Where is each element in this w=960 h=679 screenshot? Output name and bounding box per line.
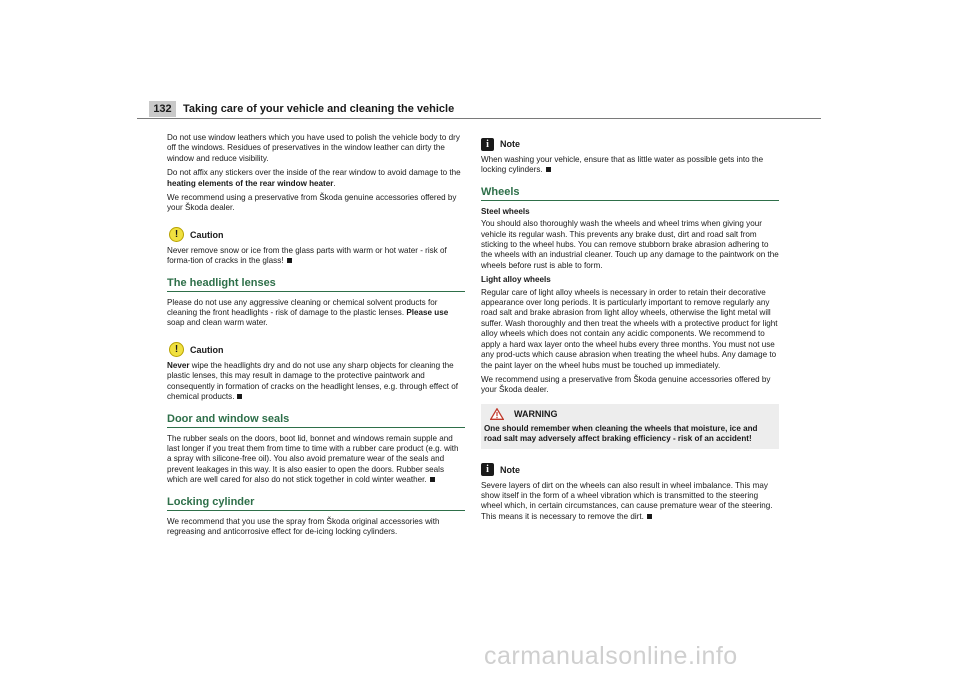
end-marker-icon <box>546 167 551 172</box>
heading-wheels: Wheels <box>481 186 779 201</box>
caution-heading-2 <box>167 343 465 357</box>
lock-paragraph: We recommend that you use the spray from Škoda original accessories with regreasing and anticorrosive effect for de-icing locking cylinders. <box>167 516 440 536</box>
note-label: Note <box>500 464 520 475</box>
caution-text-2: Never wipe the headlights dry and do not use any sharp objects for cleaning the plastic lenses, this may result in damage to the protective paintwork and consequently in formation of cracks on the headlight lenses, e.g. through effect of chemical products. <box>167 360 458 402</box>
note-heading-2 <box>481 463 779 477</box>
caution-text-1: Never remove snow or ice from the glass parts with warm or hot water - risk of forma-tion of cracks in the glass! <box>167 245 447 266</box>
header-rule <box>137 118 821 119</box>
seals-paragraph: The rubber seals on the doors, boot lid, bonnet and windows remain supple and last longer if you treat them from time to time with a rubber care product (e.g. with a spray with silicone-free oil). You also avoid premature wear of the seals and prevent leakages in this way. It is also easier to open the doors. Rubber seals which are well cared for also do not stick together in cold winter weather. <box>167 433 459 485</box>
note-text-1: When washing your vehicle, ensure that as little water as possible gets into the locking cylinders. <box>481 155 764 175</box>
warning-label: WARNING <box>514 408 558 419</box>
page-header <box>137 101 821 119</box>
caution-icon: ! <box>169 342 184 357</box>
caution-label: Caution <box>190 229 224 240</box>
warning-heading <box>484 407 776 421</box>
intro-paragraph-3: We recommend using a preservative from Škoda genuine accessories offered by your Škoda dealer. <box>167 193 457 213</box>
warning-box <box>481 404 779 449</box>
caution-icon: ! <box>169 227 184 242</box>
warning-triangle-icon <box>490 408 504 420</box>
steel-wheels-paragraph: You should also thoroughly wash the wheels and wheel trims when giving your vehicle its regular wash. This prevents any brake dust, dirt and road salt from sticking to the wheel hubs. You can remove stubborn brake abrasion adhering to the wheels with an industrial cleaner. Touch up any damage to the paintwork on the wheels before rust is able to form. <box>481 219 779 270</box>
heading-locking-cylinder: Locking cylinder <box>167 496 465 511</box>
right-column <box>481 137 779 526</box>
info-icon: i <box>481 463 494 476</box>
heading-door-window-seals: Door and window seals <box>167 413 465 428</box>
note-label: Note <box>500 139 520 149</box>
caution-label: Caution <box>190 344 224 355</box>
watermark-text: carmanualsonline.info <box>484 642 738 670</box>
headlight-paragraph: Please do not use any aggressive cleaning or chemical solvent products for cleaning the front headlights - risk of damage to the plastic lenses. Please use soap and clean warm water. <box>167 297 449 328</box>
recommend-paragraph: We recommend using a preservative from Škoda genuine accessories offered by your Škoda dealer. <box>481 374 771 395</box>
note-text-2: Severe layers of dirt on the wheels can also result in wheel imbalance. This may show itself in the form of a wheel vibration which is transmitted to the steering wheel which, in certain circumstances, can cause premature wear of the steering. This means it is necessary to remove the dirt. <box>481 480 773 521</box>
end-marker-icon <box>237 394 242 399</box>
warning-text: One should remember when cleaning the wheels that moisture, ice and road salt may adversely affect braking efficiency - risk of an accident! <box>484 423 758 444</box>
alloy-wheels-title: Light alloy wheels <box>481 275 551 285</box>
emphasis-rear-window-heater: heating elements of the rear window heater <box>167 178 334 188</box>
header-title: Taking care of your vehicle and cleaning the vehicle <box>183 103 455 115</box>
info-icon: i <box>481 138 494 151</box>
intro-paragraph-2: Do not affix any stickers over the inside of the rear window to avoid damage to the heating elements of the rear window heater. <box>167 168 461 188</box>
alloy-wheels-paragraph: Regular care of light alloy wheels is necessary in order to retain their decorative appearance over long periods. It is particularly important to remove regularly any road salt and brake abrasion from light alloy wheels, otherwise the light metal will suffer. Wash thoroughly and then treat the wheels with a protective product for light alloy wheels which does not contain any acidic components. We recommend to apply a hard wax layer onto the wheel hubs every three months. You must not use any prod-ucts which cause abrasion when treating the wheel hubs. Any damage to the paint layer on the wheel hubs must be touched up immediately. <box>481 287 778 370</box>
end-marker-icon <box>647 514 652 519</box>
heading-headlight-lenses: The headlight lenses <box>167 277 465 292</box>
page-number: 132 <box>149 101 176 117</box>
end-marker-icon <box>287 258 292 263</box>
note-heading-1 <box>481 137 779 151</box>
caution-heading-1 <box>167 228 465 242</box>
end-marker-icon <box>430 477 435 482</box>
left-column <box>167 133 465 541</box>
intro-paragraph-1: Do not use window leathers which you have used to polish the vehicle body to dry off the windows. Residues of preservatives in the window leather can dirty the window and reduce visibility. <box>167 133 460 163</box>
steel-wheels-title: Steel wheels <box>481 206 530 216</box>
